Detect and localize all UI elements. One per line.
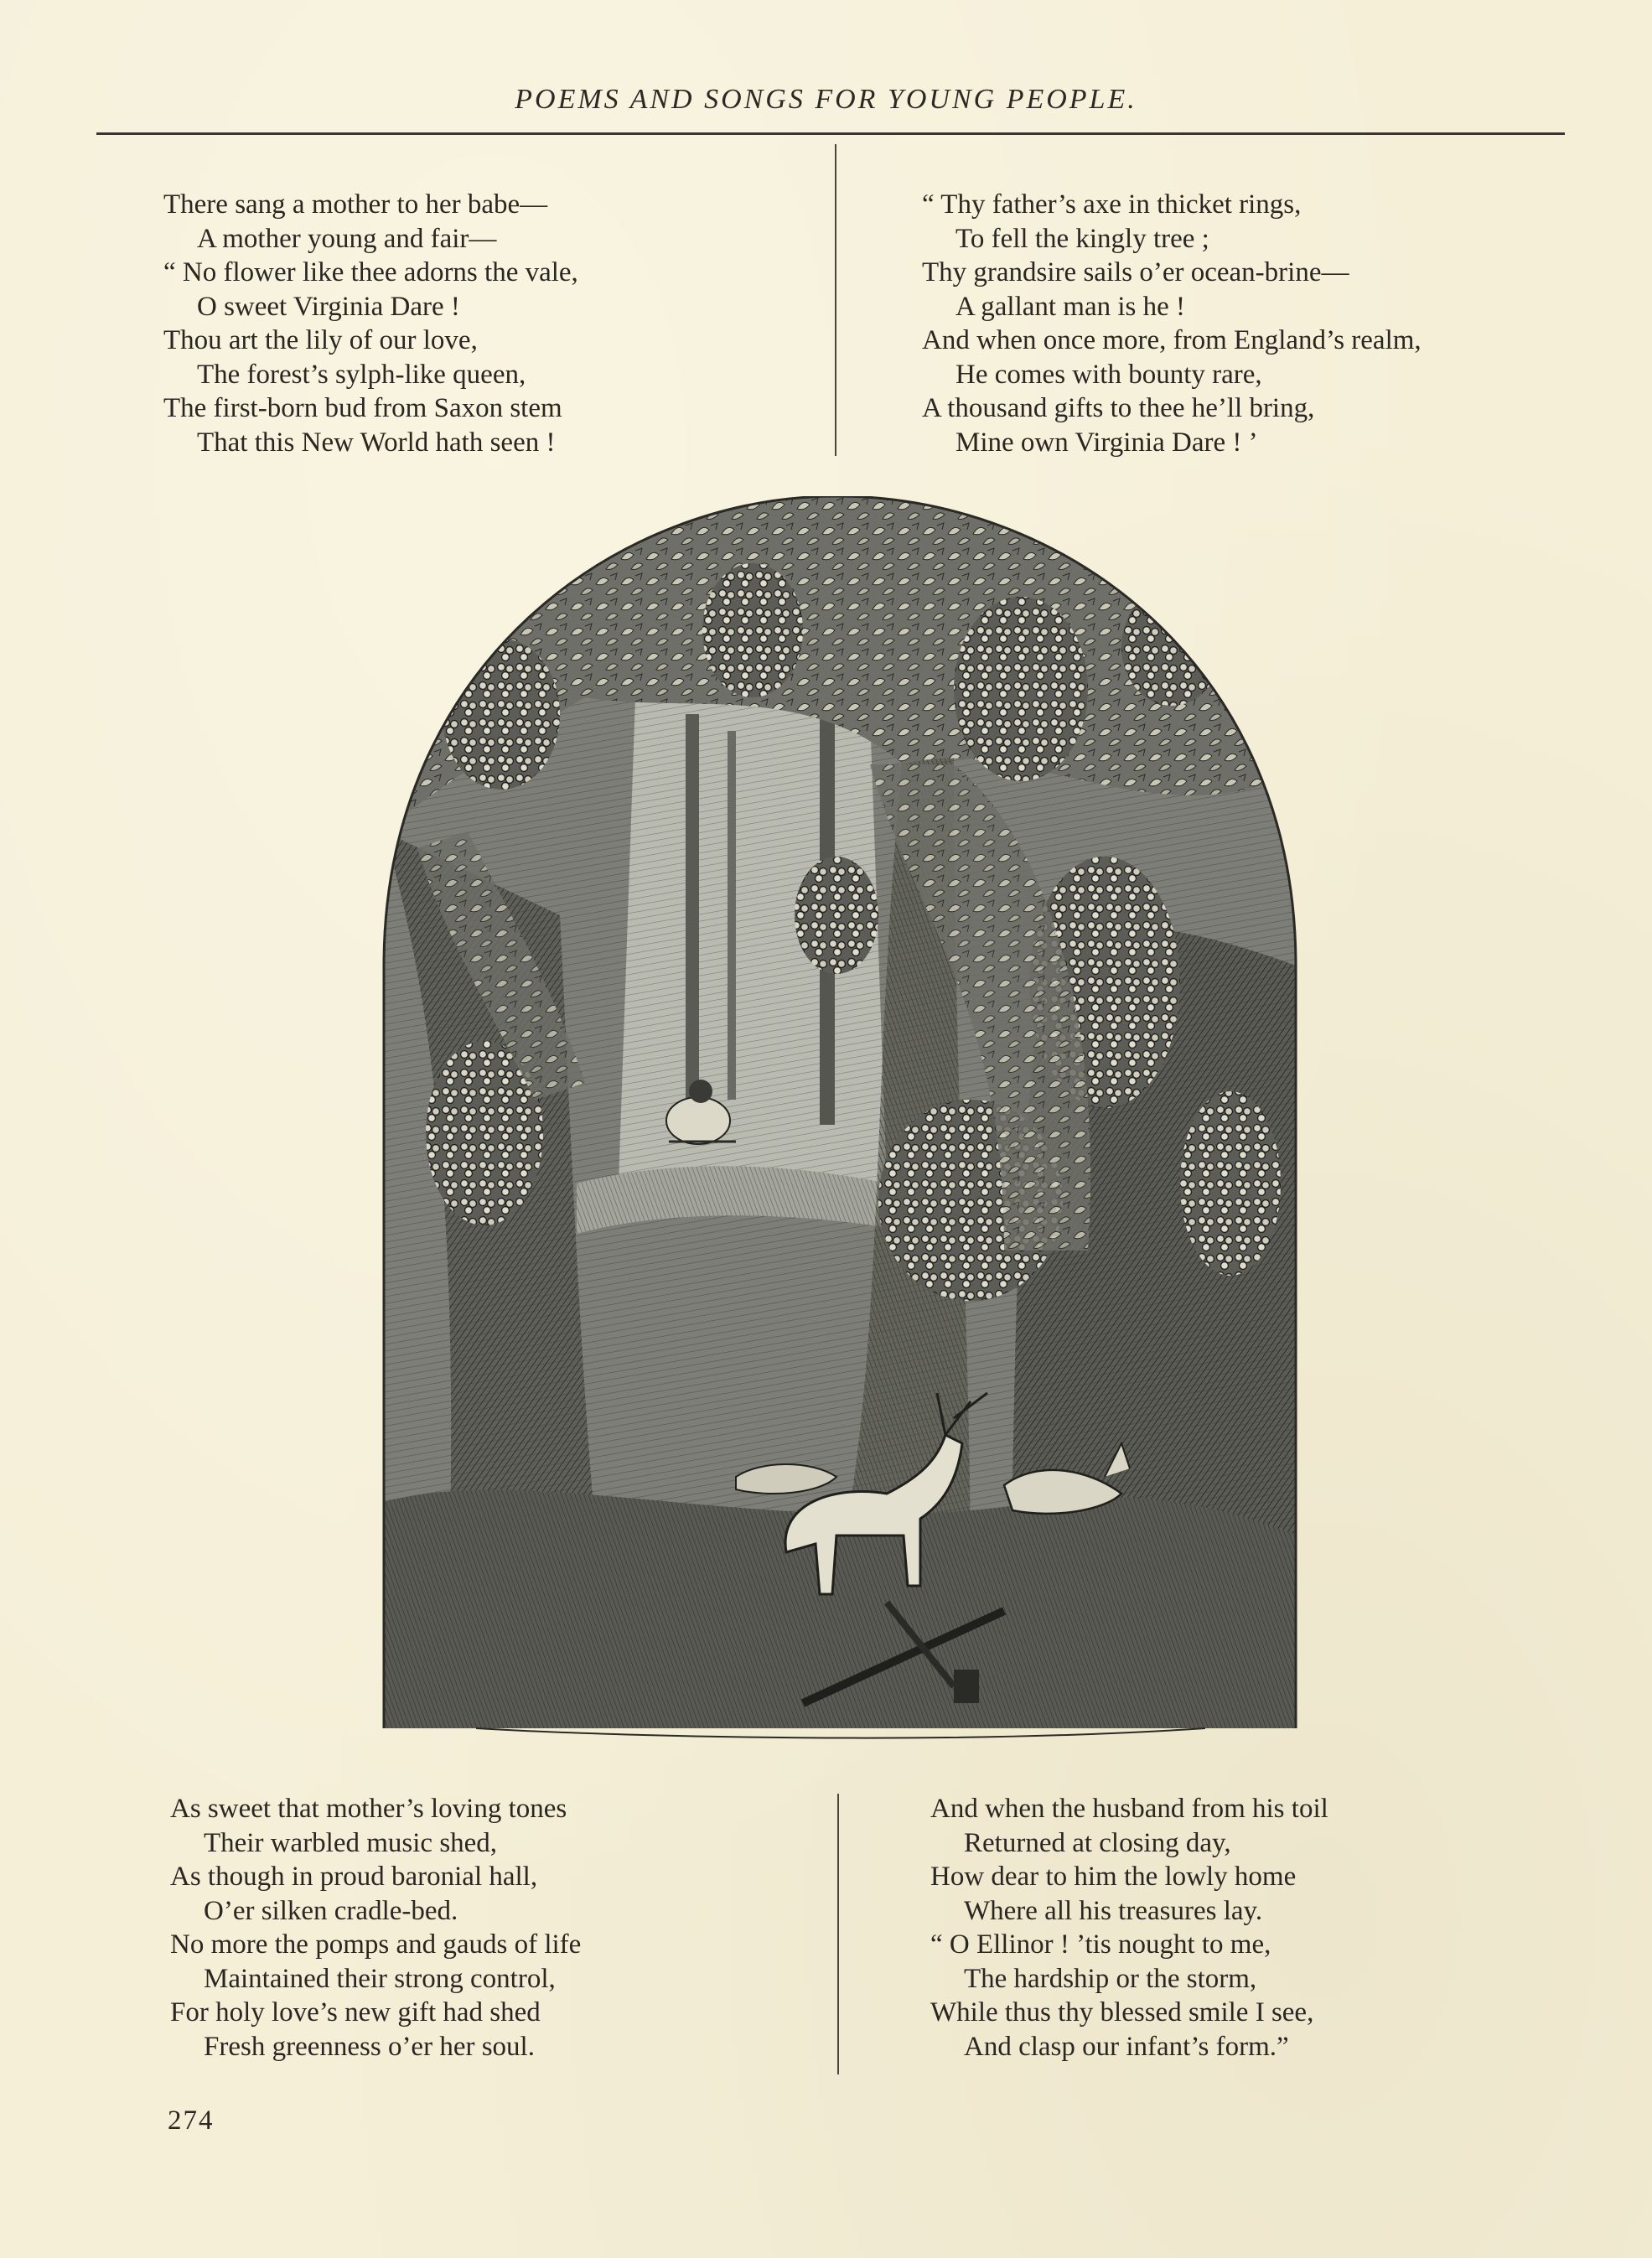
poem-line: Returned at closing day,	[964, 1827, 1231, 1858]
forest-engraving-illustration	[367, 496, 1313, 1745]
column-divider-top	[835, 144, 836, 456]
running-title: POEMS AND SONGS FOR YOUNG PEOPLE.	[515, 84, 1137, 115]
column-divider-bottom	[837, 1794, 839, 2074]
poem-line: While thus thy blessed smile I see,	[930, 1997, 1314, 2028]
poem-line: A thousand gifts to thee he’ll bring,	[922, 393, 1315, 423]
poem-line: Mine own Virginia Dare ! ’	[955, 427, 1258, 458]
poem-line: As though in proud baronial hall,	[170, 1862, 538, 1892]
stanza-top-right	[922, 188, 1422, 459]
poem-line: A gallant man is he !	[955, 291, 1186, 322]
poem-line: Maintained their strong control,	[204, 1963, 556, 1994]
poem-line: And when the husband from his toil	[930, 1794, 1328, 1824]
poem-line: The forest’s sylph-like queen,	[197, 359, 526, 390]
poem-line: “ No flower like thee adorns the vale,	[163, 257, 578, 287]
poem-line: He comes with bounty rare,	[955, 359, 1262, 390]
poem-line: Thou art the lily of our love,	[163, 325, 478, 355]
poem-line: The first-born bud from Saxon stem	[163, 393, 562, 423]
stanza-bottom-right	[930, 1792, 1328, 2064]
poem-line: O sweet Virginia Dare !	[197, 291, 460, 322]
poem-line: Where all his treasures lay.	[964, 1895, 1263, 1926]
poem-line: “ O Ellinor ! ’tis nought to me,	[930, 1929, 1271, 1960]
poem-line: For holy love’s new gift had shed	[170, 1997, 541, 2028]
poem-line: And when once more, from England’s realm,	[922, 325, 1422, 355]
poem-line: Thy grandsire sails o’er ocean-brine—	[922, 257, 1349, 287]
header-rule	[96, 132, 1565, 135]
poem-line: As sweet that mother’s loving tones	[170, 1794, 567, 1824]
poem-line: That this New World hath seen !	[197, 427, 556, 458]
stanza-bottom-left	[170, 1792, 581, 2064]
poem-line: Their warbled music shed,	[204, 1827, 498, 1858]
poem-line: The hardship or the storm,	[964, 1963, 1257, 1994]
poem-line: To fell the kingly tree ;	[955, 223, 1209, 254]
poem-line: No more the pomps and gauds of life	[170, 1929, 582, 1960]
poem-line: “ Thy father’s axe in thicket rings,	[922, 189, 1302, 220]
page-number: 274	[168, 2105, 215, 2136]
poem-line: A mother young and fair—	[197, 223, 497, 254]
poem-line: O’er silken cradle-bed.	[204, 1895, 458, 1926]
poem-line: And clasp our infant’s form.”	[964, 2031, 1289, 2062]
poem-line: There sang a mother to her babe—	[163, 189, 548, 220]
poem-line: Fresh greenness o’er her soul.	[204, 2031, 535, 2062]
stanza-top-left	[163, 188, 578, 459]
poem-line: How dear to him the lowly home	[930, 1862, 1297, 1892]
